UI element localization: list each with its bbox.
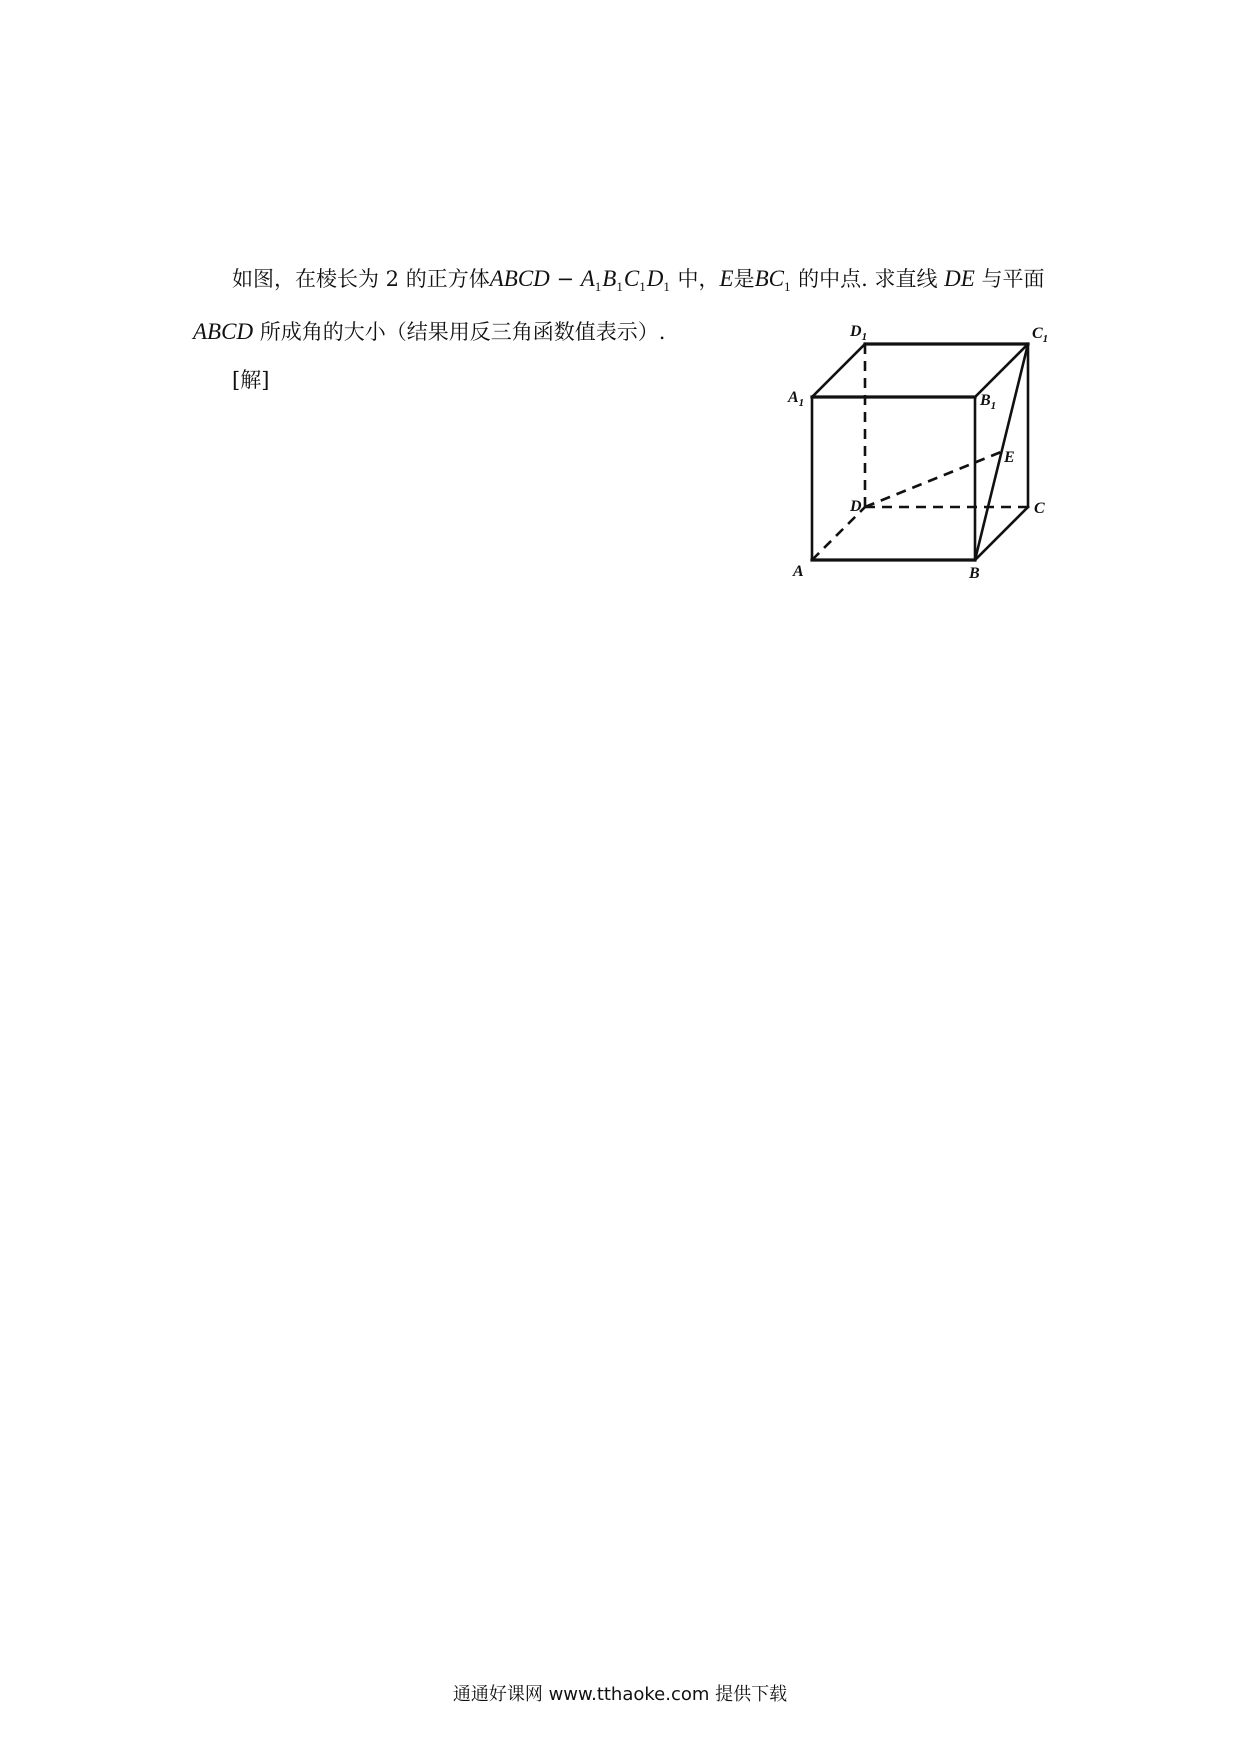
footer: 通通好课网 www.tthaoke.com 提供下载 xyxy=(452,1684,788,1705)
problem-text-middle: 中， xyxy=(670,267,720,291)
dash: − xyxy=(549,267,581,291)
vertex-d1: $D_1$ xyxy=(646,266,670,294)
label-c1: $C_1$ xyxy=(1032,325,1049,345)
label-a: A xyxy=(793,563,804,580)
label-d: D xyxy=(850,498,862,515)
vertex-a1: $A_1$ xyxy=(580,266,602,294)
is-text: 是 xyxy=(733,267,755,291)
line-de: DE xyxy=(944,266,975,291)
edge-b-c xyxy=(975,507,1028,560)
point-e: E xyxy=(719,266,734,291)
problem-text-plane: 与平面 xyxy=(974,267,1045,291)
label-c: C xyxy=(1034,500,1045,517)
label-a1: $A_1$ xyxy=(788,389,805,409)
edge-a1-d1 xyxy=(812,344,865,397)
cube-name: ABCD xyxy=(489,266,550,291)
label-d1: $D_1$ xyxy=(850,323,868,343)
vertex-b1: $B_1$ xyxy=(602,266,623,294)
problem-text-question: 所成角的大小（结果用反三角函数值表示）. xyxy=(253,320,666,344)
label-e: E xyxy=(1004,449,1015,466)
problem-text-midpoint: 的中点. 求直线 xyxy=(791,267,945,291)
solution-label: [解] xyxy=(232,368,270,392)
vertex-c1: $C_1$ xyxy=(623,266,646,294)
label-b: B xyxy=(969,565,980,582)
problem-text-intro: 如图，在棱长为 2 的正方体 xyxy=(232,267,490,291)
cube-figure xyxy=(770,320,1080,590)
edge-b1-c1 xyxy=(975,344,1028,397)
diagonal-b-c1 xyxy=(975,344,1028,560)
hidden-segment-d-e xyxy=(865,452,1001,507)
plane-abcd: ABCD xyxy=(193,319,254,344)
label-b1: $B_1$ xyxy=(980,392,997,412)
problem-line-1 xyxy=(232,265,1045,301)
segment-bc1: $BC_1$ xyxy=(754,266,791,294)
problem-line-2 xyxy=(193,318,665,346)
